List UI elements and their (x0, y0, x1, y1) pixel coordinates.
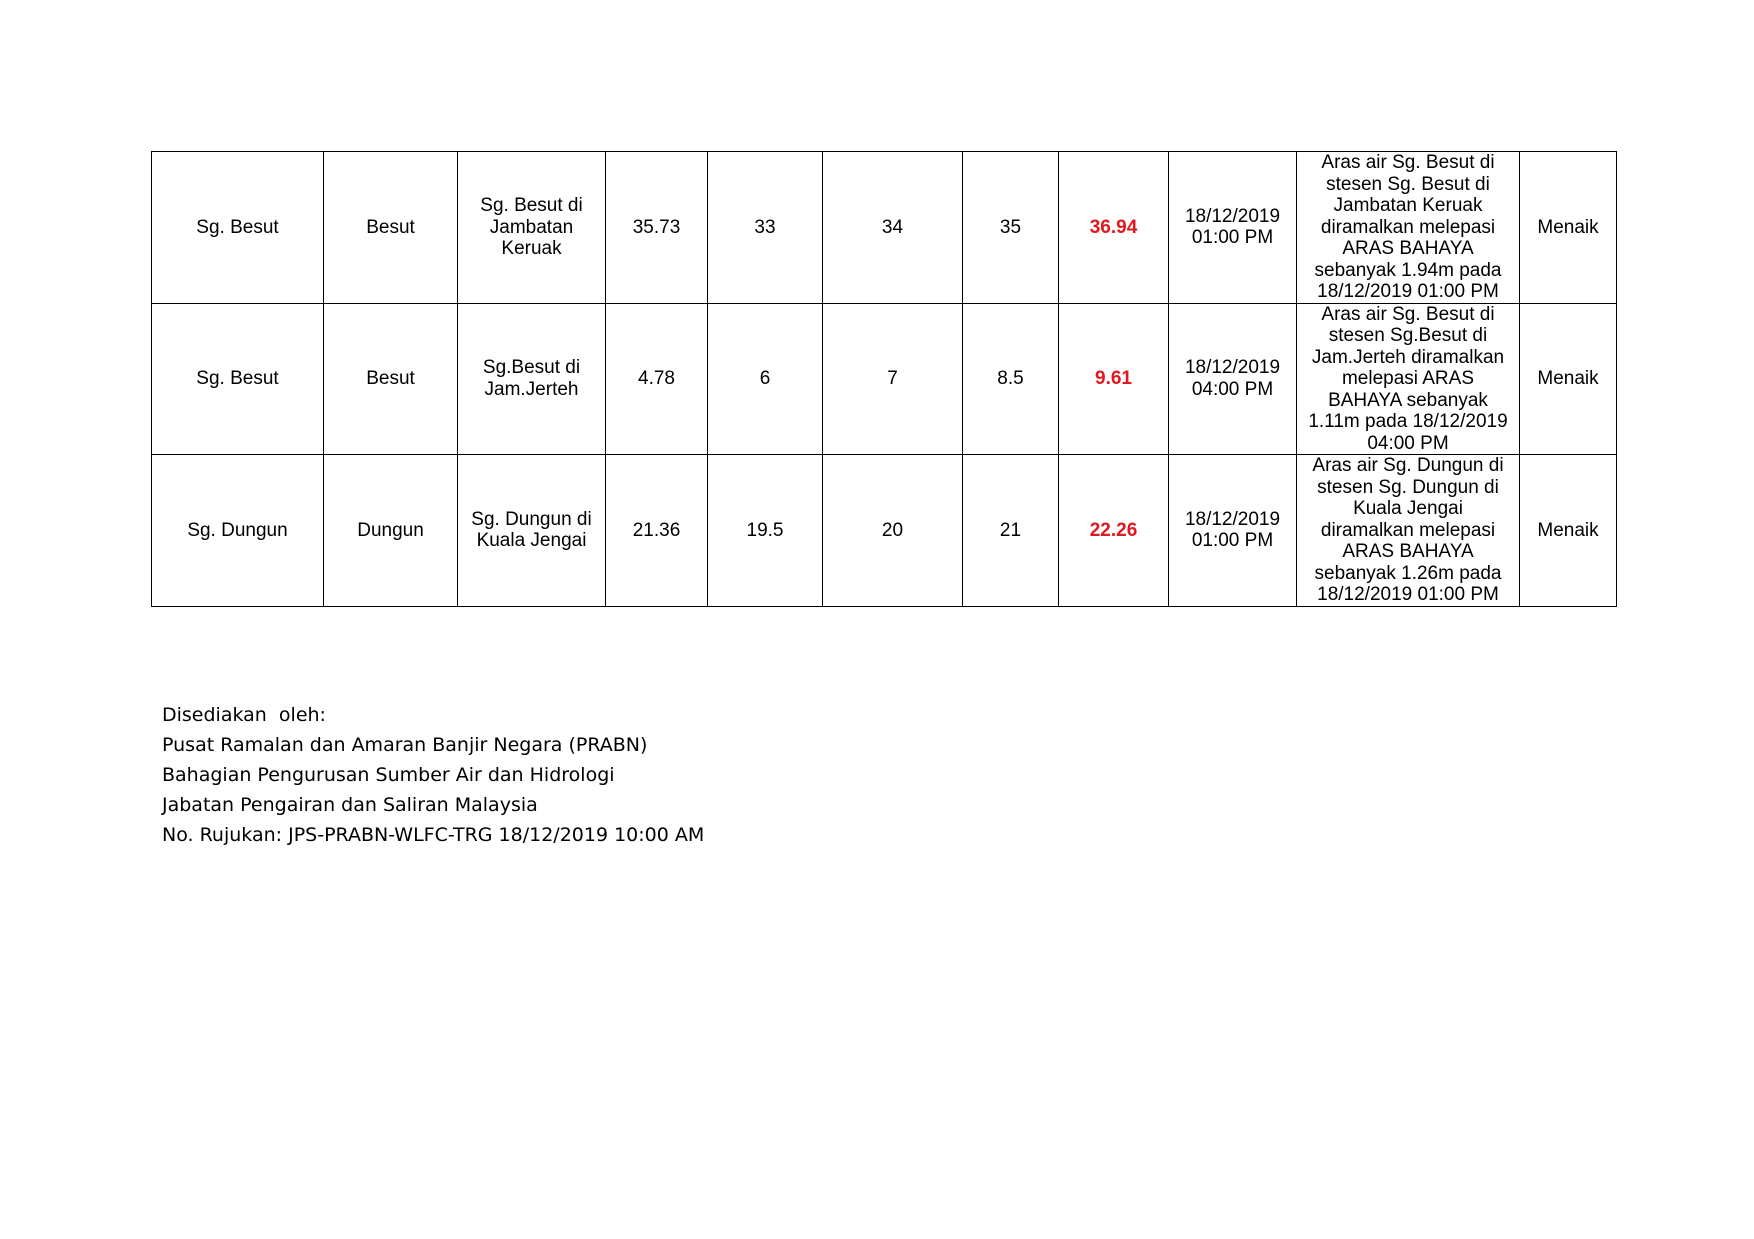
flood-forecast-table (151, 151, 1617, 607)
normal-level-cell: 6 (708, 303, 823, 455)
trend-cell: Menaik (1520, 152, 1617, 304)
prepared-by-label: Disediakan oleh: (162, 704, 326, 726)
warning-level-cell: 35 (963, 152, 1059, 304)
river-cell: Sg. Besut (152, 303, 324, 455)
remark-cell: Aras air Sg. Dungun di stesen Sg. Dungun di Kuala Jengai diramalkan melepasi ARAS BAHAYA sebanyak 1.26m pada 18/12/2019 01:00 PM (1297, 455, 1520, 607)
river-cell: Sg. Dungun (152, 455, 324, 607)
alert-level-cell: 7 (823, 303, 963, 455)
department-name: Jabatan Pengairan dan Saliran Malaysia (162, 794, 538, 816)
station-cell: Sg. Dungun di Kuala Jengai (458, 455, 606, 607)
forecast-level-cell: 9.61 (1059, 303, 1169, 455)
district-cell: Dungun (324, 455, 458, 607)
normal-level-cell: 33 (708, 152, 823, 304)
alert-level-cell: 20 (823, 455, 963, 607)
reference-number: No. Rujukan: JPS-PRABN-WLFC-TRG 18/12/2019 10:00 AM (162, 824, 705, 846)
forecast-level-cell: 22.26 (1059, 455, 1169, 607)
station-cell: Sg. Besut di Jambatan Keruak (458, 152, 606, 304)
table-row (152, 455, 1617, 607)
remark-cell: Aras air Sg. Besut di stesen Sg.Besut di Jam.Jerteh diramalkan melepasi ARAS BAHAYA sebanyak 1.11m pada 18/12/2019 04:00 PM (1297, 303, 1520, 455)
forecast-datetime-cell: 18/12/2019 01:00 PM (1169, 455, 1297, 607)
river-cell: Sg. Besut (152, 152, 324, 304)
station-cell: Sg.Besut di Jam.Jerteh (458, 303, 606, 455)
warning-level-cell: 8.5 (963, 303, 1059, 455)
table-row (152, 152, 1617, 304)
center-name: Pusat Ramalan dan Amaran Banjir Negara (PRABN) (162, 734, 648, 756)
prepared-by-block (162, 700, 704, 850)
table-row (152, 303, 1617, 455)
alert-level-cell: 34 (823, 152, 963, 304)
normal-level-cell: 19.5 (708, 455, 823, 607)
district-cell: Besut (324, 303, 458, 455)
forecast-datetime-cell: 18/12/2019 04:00 PM (1169, 303, 1297, 455)
current-level-cell: 35.73 (606, 152, 708, 304)
trend-cell: Menaik (1520, 455, 1617, 607)
district-cell: Besut (324, 152, 458, 304)
remark-cell: Aras air Sg. Besut di stesen Sg. Besut di Jambatan Keruak diramalkan melepasi ARAS BAHAYA sebanyak 1.94m pada 18/12/2019 01:00 PM (1297, 152, 1520, 304)
warning-level-cell: 21 (963, 455, 1059, 607)
current-level-cell: 4.78 (606, 303, 708, 455)
forecast-level-cell: 36.94 (1059, 152, 1169, 304)
trend-cell: Menaik (1520, 303, 1617, 455)
forecast-datetime-cell: 18/12/2019 01:00 PM (1169, 152, 1297, 304)
division-name: Bahagian Pengurusan Sumber Air dan Hidrologi (162, 764, 615, 786)
current-level-cell: 21.36 (606, 455, 708, 607)
